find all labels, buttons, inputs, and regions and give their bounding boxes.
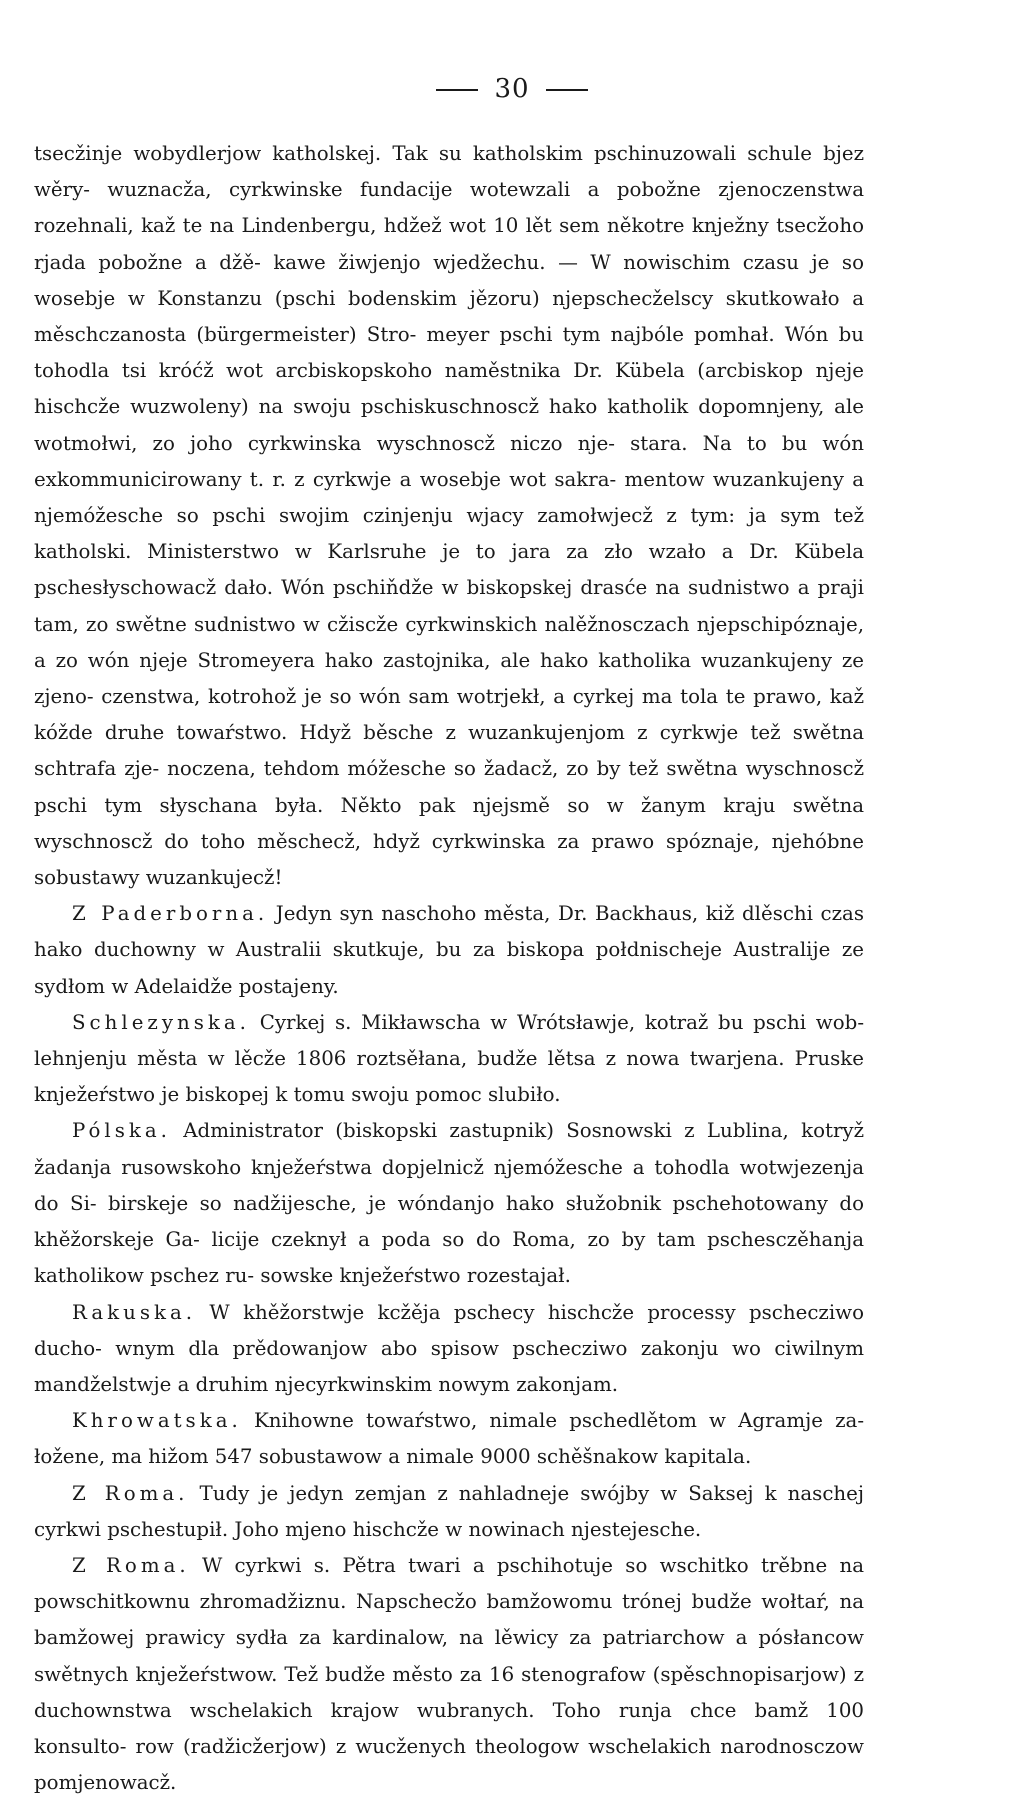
paragraph-text: W cyrkwi s. Pětra twari a pschihotuje so wschitko trěbne na powschitkownu zhromadžiznu. Napschecžo bamžowomu trónej budže wołtaŕ, na bamžowej prawicy sydła za kardinalow, na lěwicy za patriarchow a pósłancow swětnych knježeŕstwow. Tež budže město za 16 stenografow (spěschnopisarjow) z duchownstwa wschelakich krajow wubranych. Toho runja chce bamž 100 konsulto- row (radžicžerjow) z wucženych theologow wschelakich narodnosczow pomjenowacž. [34,1553,864,1795]
paragraph-text: tsecžinje wobydlerjow katholskej. Tak su katholskim pschinuzowali schule bjez wěry- wuznacža, cyrkwinske fundacije wotewzali a pobožne zjenoczenstwa rozehnali, kaž te na Lindenbergu, hdžež wot 10 lět sem někotre knježny tsecžoho rjada pobožne a džě- kawe žiwjenjo wjedžechu. — W nowischim czasu je so wosebje w Konstanzu (pschi bodenskim jězoru) njepschecželscy skutkowało a měschczanosta (bürgermeister) Stro- meyer pschi tym najbóle pomhał. Wón bu tohodla tsi króćž wot arcbiskopskoho naměstnika Dr. Kübela (arcbiskop njeje hischcže wuzwoleny) na swoju pschiskuschnoscž hako katholik dopomnjeny, ale wotmołwi, zo joho cyrkwinska wyschnoscž niczo nje- stara. Na to bu wón exkommunicirowany t. r. z cyrkwje a wosebje wot sakra- mentow wuzankujeny a njemóžesche so pschi swojim czinjenju wjacy zamołwjecž z tym: ja sym tež katholski. Ministerstwo w Karlsruhe je to jara za zło wzało a Dr. Kübela pschesłyschowacž dało. Wón pschiňdže w biskopskej drasće na sudnistwo a praji tam, zo swětne sudnistwo w cžiscže cyrkwinskich nalěžnosczach njepschipóznaje, a zo wón njeje Stromeyera hako zastojnika, ale hako katholika wuzankujeny ze zjeno- czenstwa, kotrohož je so wón sam wotrjekł, a cyrkej ma tola te prawo, kaž kóžde druhe towaŕstwo. Hdyž běsche z wuzankujenjom z cyrkwje tež swětna schtrafa zje- noczena, tehdom móžesche so žadacž, zo by tež swětna wyschnoscž pschi tym słyschana była. Někto pak njejsmě so w žanym kraju swětna wyschnoscž do toho měschecž, hdyž cyrkwinska za prawo spóznaje, njehóbne sobustawy wuzankujecž! [34,142,864,890]
paragraph-text: Knihowne towaŕstwo, nimale pschedlětom w Agramje za- łožene, ma hižom 547 sobustawow a nimale 9000 schěšnakow kapitala. [34,1409,864,1469]
paragraph-text: Administrator (biskopski zastupnik) Sosnowski z Lublina, kotryž žadanja rusowskoho knježeŕstwa dopjelnicž njemóžesche a tohodla wotwjezenja do Si- birskeje so nadžijesche, je wóndanjo hako słužobnik pschehotowany do khěžorskeje Ga- licije czeknył a poda so do Roma, zo by tam pschesczěhanja katholikow pschez ru- sowske knježeŕstwo rozestajał. [34,1119,864,1288]
paragraph-roma-1 [34,1476,864,1548]
page-number [0,74,1024,104]
page-number-value: 30 [494,74,530,104]
paragraph-text: Tudy je jedyn zemjan z nahladneje swójby w Saksej k naschej cyrkwi pschestupił. Joho mjeno hischcže w nowinach njestejesche. [34,1481,864,1541]
section-heading: Z Paderborna. [72,902,269,926]
paragraph-text: Cyrkej s. Mikławscha w Wrótsławje, kotraž bu pschi wob- lehnjenju města w lěcže 1806 roztsěłana, budže lětsa z nowa twarjena. Pruske knježeŕstwo je biskopej k tomu swoju pomoc slubiło. [34,1010,864,1107]
paragraph-konstanz [34,136,864,896]
paragraph-text: W khěžorstwje kcžěja pschecy hischcže processy pschecziwo ducho- wnym dla prědowanjow abo spisow pschecziwo zakonju wo ciwilnym mandželstwje a druhim njecyrkwinskim nowym zakonjam. [34,1300,864,1396]
paragraph-rakuska [34,1295,864,1404]
section-heading: Rakuska. [72,1300,197,1324]
paragraph-schlezynska [34,1005,864,1114]
section-heading: Z Roma. [72,1553,190,1577]
page-body [34,136,864,1801]
section-heading: Khrowatska. [72,1409,242,1433]
paragraph-roma-2 [34,1548,864,1801]
section-heading: Pólska. [72,1119,171,1143]
page-number-dash-right [546,89,588,91]
paragraph-text: Jedyn syn naschoho města, Dr. Backhaus, kiž dlěschi czas hako duchowny w Australii skutkuje, bu za biskopa połdnischeje Australije ze sydłom w Adelaidže postajeny. [34,902,864,998]
page-number-dash-left [436,89,478,91]
paragraph-khrowatska [34,1403,864,1475]
section-heading: Schlezynska. [72,1010,250,1034]
section-heading: Z Roma. [72,1481,189,1505]
paragraph-polska [34,1113,864,1294]
paragraph-paderborn [34,896,864,1005]
